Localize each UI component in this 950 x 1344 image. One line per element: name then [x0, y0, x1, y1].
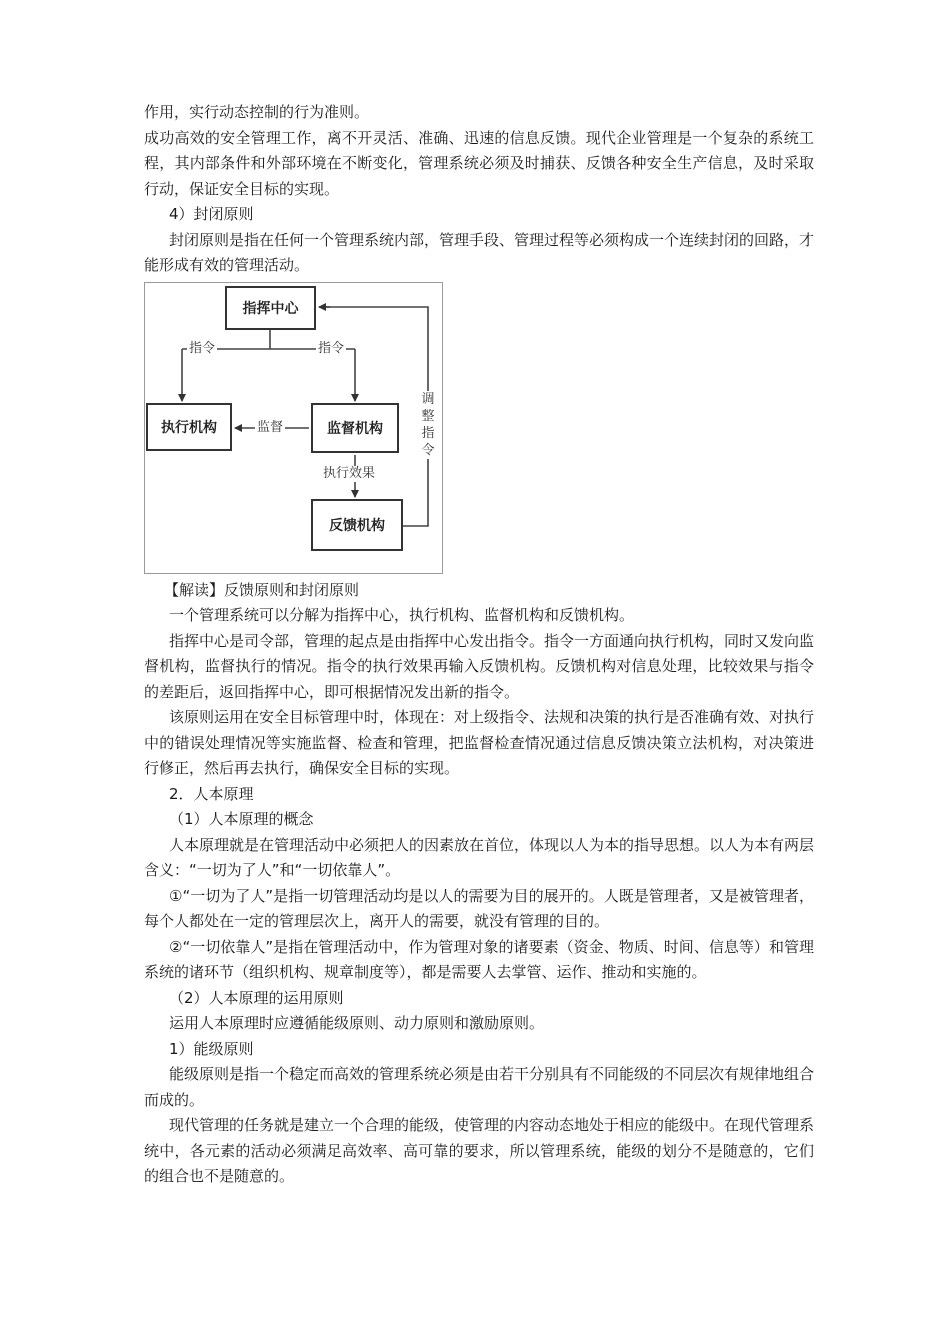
paragraph: ②“一切依靠人”是指在管理活动中，作为管理对象的诸要素（资金、物质、时间、信息等）和管理系统的诸环节（组织机构、规章制度等），都是需要人去掌管、运作、推动和实施的。	[144, 937, 814, 981]
paragraph: 该原则运用在安全目标管理中时，体现在：对上级指令、法规和决策的执行是否准确有效、对执行中的错误处理情况等实施监督、检查和管理，把监督检查情况通过信息反馈决策立法机构，对决策进行修正，然后再去执行，确保安全目标的实现。	[144, 708, 815, 777]
paragraph: 运用人本原理时应遵循能级原则、动力原则和激励原则。	[169, 1014, 545, 1032]
paragraph: 人本原理就是在管理活动中必须把人的因素放在首位，体现以人为本的指导思想。以人为本有两层含义：“一切为了人”和“一切依靠人”。	[144, 835, 815, 879]
node-command-center: 指挥中心	[225, 286, 316, 330]
node-supervision: 监督机构	[311, 403, 399, 453]
edge-label-adjust-char: 整	[421, 408, 435, 424]
edge-label-effect: 执行效果	[323, 465, 376, 481]
edge-label-adjust-char: 指	[421, 425, 435, 441]
edge-label-supervise: 监督	[257, 419, 284, 435]
edge-label-instruction-right: 指令	[318, 340, 345, 356]
paragraph: 现代管理的任务就是建立一个合理的能级，使管理的内容动态地处于相应的能级中。在现代管理系统中，各元素的活动必须满足高效率、高可靠的要求，所以管理系统，能级的划分不是随意的，它们的组合也不是随意的。	[144, 1116, 815, 1185]
node-feedback: 反馈机构	[311, 499, 403, 551]
paragraph: 指挥中心是司令部，管理的起点是由指挥中心发出指令。指令一方面通向执行机构，同时又发向监督机构，监督执行的情况。指令的执行效果再输入反馈机构。反馈机构对信息处理，比较效果与指令的差距后，返回指挥中心，即可根据情况发出新的指令。	[144, 631, 815, 701]
edge-label-adjust-char: 令	[421, 442, 435, 458]
section-heading: 【解读】反馈原则和封闭原则	[164, 580, 360, 599]
paragraph: 成功高效的安全管理工作，离不开灵活、准确、迅速的信息反馈。现代企业管理是一个复杂的系统工程，其内部条件和外部环境在不断变化，管理系统必须及时捕获、反馈各种安全生产信息，及时采取行动，保证安全目标的实现。	[144, 128, 814, 198]
section-heading: 1）能级原则	[169, 1039, 254, 1058]
section-heading: （1）人本原理的概念	[169, 810, 314, 828]
paragraph: 作用，实行动态控制的行为准则。	[144, 103, 370, 121]
edge-label-adjust-char: 调	[421, 391, 435, 407]
paragraph: 一个管理系统可以分解为指挥中心，执行机构、监督机构和反馈机构。	[169, 606, 635, 624]
paragraph: 封闭原则是指在任何一个管理系统内部，管理手段、管理过程等必须构成一个连续封闭的回路，才能形成有效的管理活动。	[144, 230, 815, 274]
edge-label-instruction-left: 指令	[189, 340, 216, 356]
section-heading: （2）人本原理的运用原则	[169, 988, 344, 1007]
paragraph: ①“一切为了人”是指一切管理活动均是以人的需要为目的展开的。人既是管理者，又是被管理者，每个人都处在一定的管理层次上，离开人的需要，就没有管理的目的。	[144, 886, 814, 930]
node-execution: 执行机构	[146, 403, 232, 451]
closed-loop-diagram	[144, 282, 443, 574]
document-page	[144, 100, 814, 1190]
section-heading: 4）封闭原则	[169, 205, 254, 223]
paragraph: 能级原则是指一个稳定而高效的管理系统必须是由若干分别具有不同能级的不同层次有规律地组合而成的。	[144, 1065, 815, 1109]
edge-label-adjust	[420, 391, 436, 459]
section-heading: 2．人本原理	[169, 784, 254, 803]
